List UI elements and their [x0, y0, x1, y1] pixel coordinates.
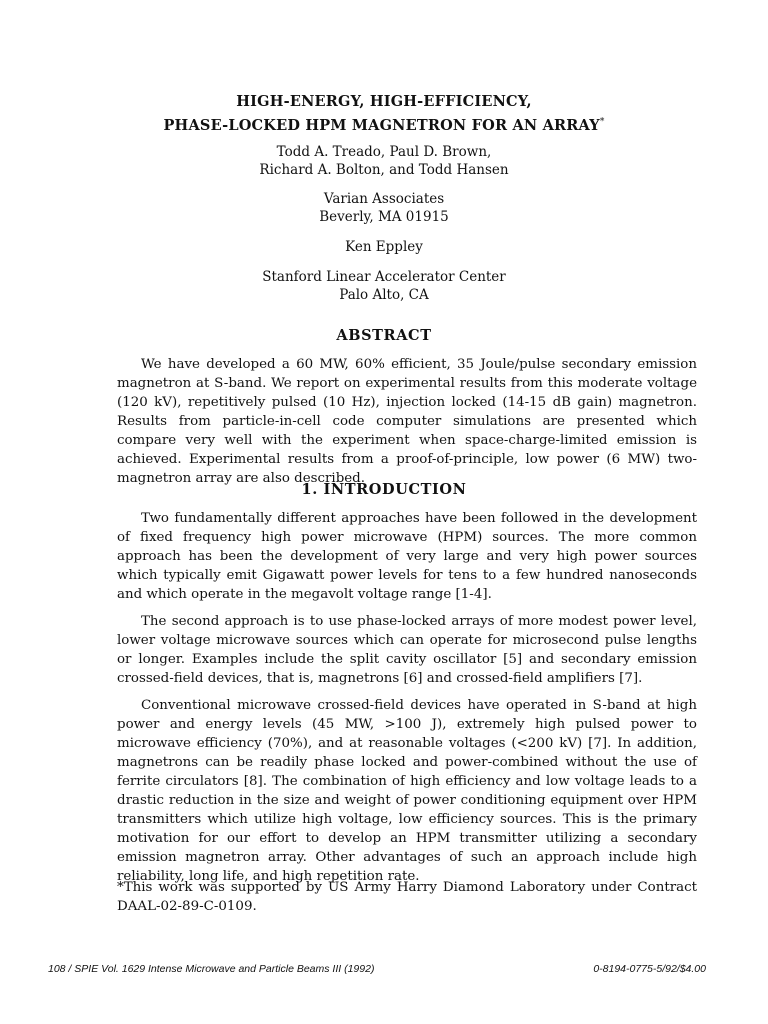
affiliation-1: [0, 190, 768, 226]
affiliation-2: [0, 268, 768, 304]
footer-citation: 108 / SPIE Vol. 1629 Intense Microwave and Particle Beams III (1992): [48, 963, 375, 975]
introduction-paragraph-3: Conventional microwave crossed-field devices have operated in S-band at high power and energy levels (45 MW, >100 J), extremely high pulsed power to microwave efficiency (70%), and at reasonable voltages (<200 kV) [7]. In addition, magnetrons can be readily phase locked and power-combined without the use of ferrite circulators [8]. The combination of high efficiency and low voltage leads to a drastic reduction in the size and weight of power conditioning equipment over HPM transmitters which utilize high voltage, low efficiency sources. This is the primary motivation for our effort to develop an HPM transmitter utilizing a secondary emission magnetron array. Other advantages of such an approach include high reliability, long life, and high repetition rate.: [117, 698, 697, 884]
affiliation-1-line-2: Beverly, MA 01915: [319, 209, 449, 225]
funding-footnote: *This work was supported by US Army Harry Diamond Laboratory under Contract DAAL-02-89-C-0109.: [117, 880, 697, 914]
title-line-1: HIGH-ENERGY, HIGH-EFFICIENCY,: [236, 93, 532, 110]
author-2: [0, 238, 768, 256]
introduction-paragraph-1: Two fundamentally different approaches have been followed in the development of fixed frequency high power microwave (HPM) sources. The more common approach has been the development of very large and very high power sources which typically emit Gigawatt power levels for tens to a few hundred nanoseconds and which operate in the megavolt voltage range [1-4].: [117, 511, 697, 602]
author-2-name: Ken Eppley: [345, 239, 423, 255]
introduction-heading: 1. INTRODUCTION: [301, 481, 467, 498]
introduction-paragraph-2: The second approach is to use phase-locked arrays of more modest power level, lower voltage microwave sources which can operate for microsecond pulse lengths or longer. Examples include the split cavity oscillator [5] and secondary emission crossed-field devices, that is, magnetrons [6] and crossed-field amplifiers [7].: [117, 614, 697, 686]
paper-title: [0, 92, 768, 136]
footer-isbn: 0-8194-0775-5/92/$4.00: [593, 963, 706, 975]
title-footnote-mark: *: [599, 117, 605, 127]
affiliation-2-line-1: Stanford Linear Accelerator Center: [262, 269, 506, 285]
abstract-heading: ABSTRACT: [336, 327, 432, 344]
authors-line-1: Todd A. Treado, Paul D. Brown,: [276, 144, 492, 160]
affiliation-2-line-2: Palo Alto, CA: [339, 287, 429, 303]
abstract-text: We have developed a 60 MW, 60% efficient, 35 Joule/pulse secondary emission magnetron at S-band. We report on experimental results from this moderate voltage (120 kV), repetitively pulsed (10 Hz), injection locked (14-15 dB gain) magnetron. Results from particle-in-cell code computer simulations are presented which compare very well with the experiment when space-charge-limited emission is achieved. Experimental results from a proof-of-principle, low power (6 MW) two-magnetron array are also described.: [117, 357, 697, 486]
authors-line-2: Richard A. Bolton, and Todd Hansen: [259, 162, 509, 178]
authors: [0, 143, 768, 179]
title-line-2-text: PHASE-LOCKED HPM MAGNETRON FOR AN ARRAY: [163, 116, 600, 134]
title-line-2: [0, 112, 768, 136]
affiliation-1-line-1: Varian Associates: [323, 191, 445, 207]
